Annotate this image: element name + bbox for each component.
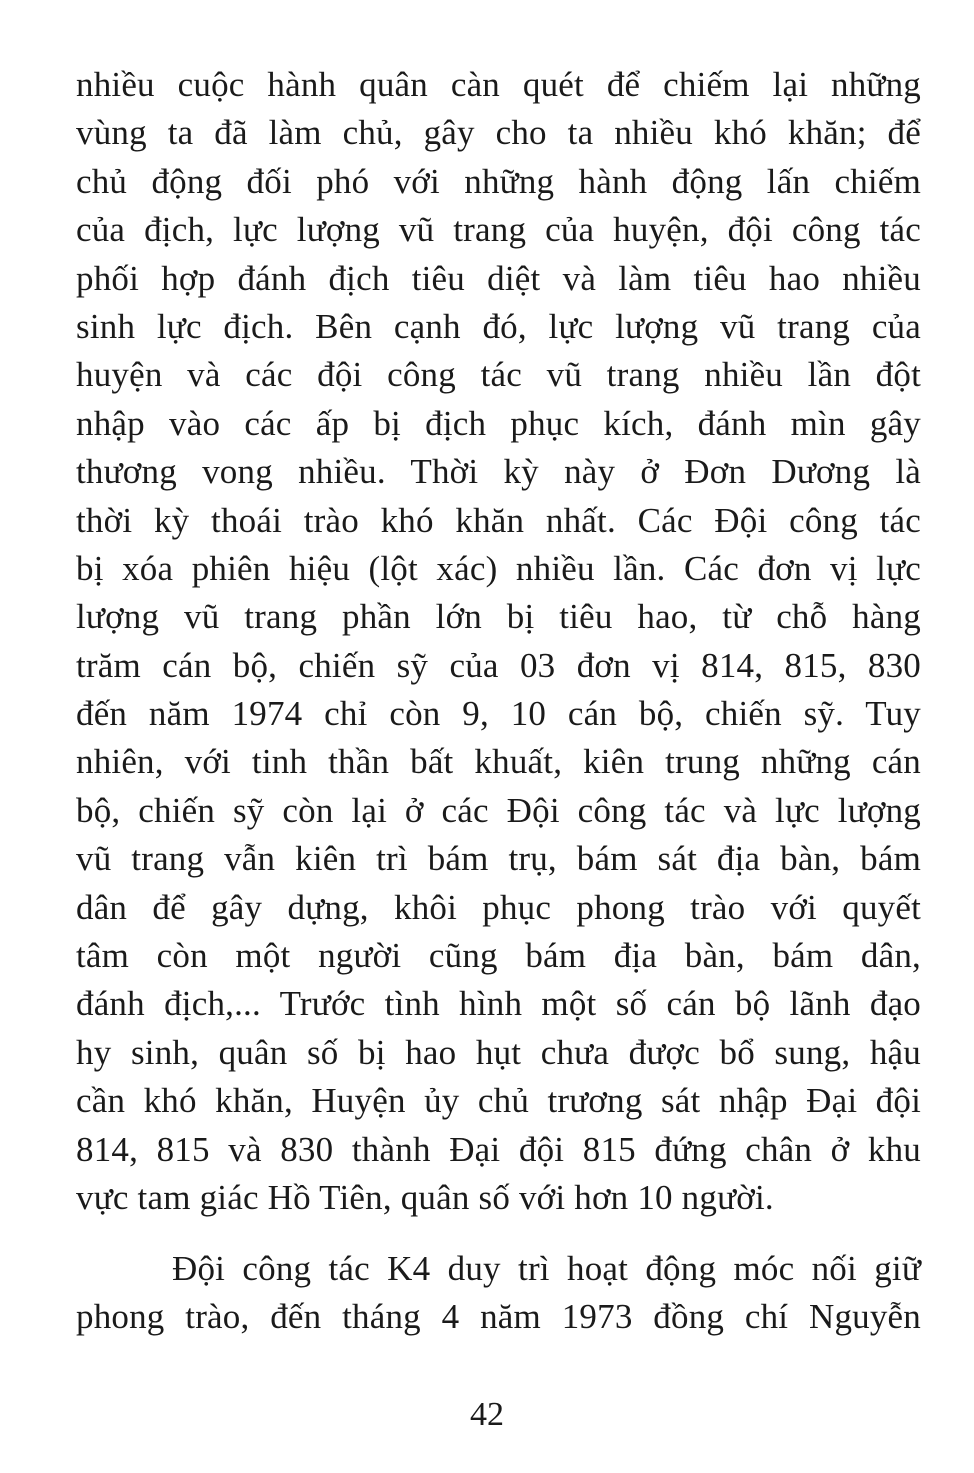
body-paragraph-1 [76,61,921,1222]
text-line: bị xóa phiên hiệu (lột xác) nhiều lần. Các đơn vị lực [76,548,921,588]
text-line: trăm cán bộ, chiến sỹ của 03 đơn vị 814, 815, 830 [76,645,921,685]
text-line: dân để gây dựng, khôi phục phong trào với quyết [76,887,921,927]
text-line: cần khó khăn, Huyện ủy chủ trương sát nhập Đại đội [76,1081,921,1121]
text-line: vùng ta đã làm chủ, gây cho ta nhiều khó khăn; để [76,113,921,153]
text-line: chủ động đối phó với những hành động lấn chiếm [76,161,921,201]
text-line: phong trào, đến tháng 4 năm 1973 đồng chí Nguyễn [76,1297,921,1337]
text-line: phối hợp đánh địch tiêu diệt và làm tiêu hao nhiều [76,258,921,298]
text-line: nhiều cuộc hành quân càn quét để chiếm lại những [76,65,921,104]
text-line: vực tam giác Hồ Tiên, quân số với hơn 10 người. [76,1177,774,1217]
text-line: đến năm 1974 chỉ còn 9, 10 cán bộ, chiến sỹ. Tuy [76,694,921,734]
text-line: thời kỳ thoái trào khó khăn nhất. Các Đội công tác [76,500,921,540]
text-line: bộ, chiến sỹ còn lại ở các Đội công tác và lực lượng [76,790,921,830]
body-paragraph-2 [76,1245,921,1342]
text-line: sinh lực địch. Bên cạnh đó, lực lượng vũ trang của [76,306,921,346]
text-line: 814, 815 và 830 thành Đại đội 815 đứng chân ở khu [76,1129,921,1169]
text-line: lượng vũ trang phần lớn bị tiêu hao, từ chỗ hàng [76,597,921,637]
text-line: huyện và các đội công tác vũ trang nhiều lần đột [76,355,921,395]
text-line: tâm còn một người cũng bám địa bàn, bám dân, [76,936,921,976]
text-line: nhiên, với tinh thần bất khuất, kiên trung những cán [76,742,921,782]
text-line: hy sinh, quân số bị hao hụt chưa được bổ sung, hậu [76,1032,921,1072]
page-number: 42 [470,1396,504,1433]
text-line: của địch, lực lượng vũ trang của huyện, đội công tác [76,210,921,250]
text-line: Đội công tác K4 duy trì hoạt động móc nối giữ [172,1249,921,1288]
text-line: nhập vào các ấp bị địch phục kích, đánh mìn gây [76,403,921,443]
text-line: vũ trang vẫn kiên trì bám trụ, bám sát địa bàn, bám [76,839,921,879]
text-line: thương vong nhiều. Thời kỳ này ở Đơn Dương là [76,452,921,492]
text-line: đánh địch,... Trước tình hình một số cán bộ lãnh đạo [76,984,921,1024]
